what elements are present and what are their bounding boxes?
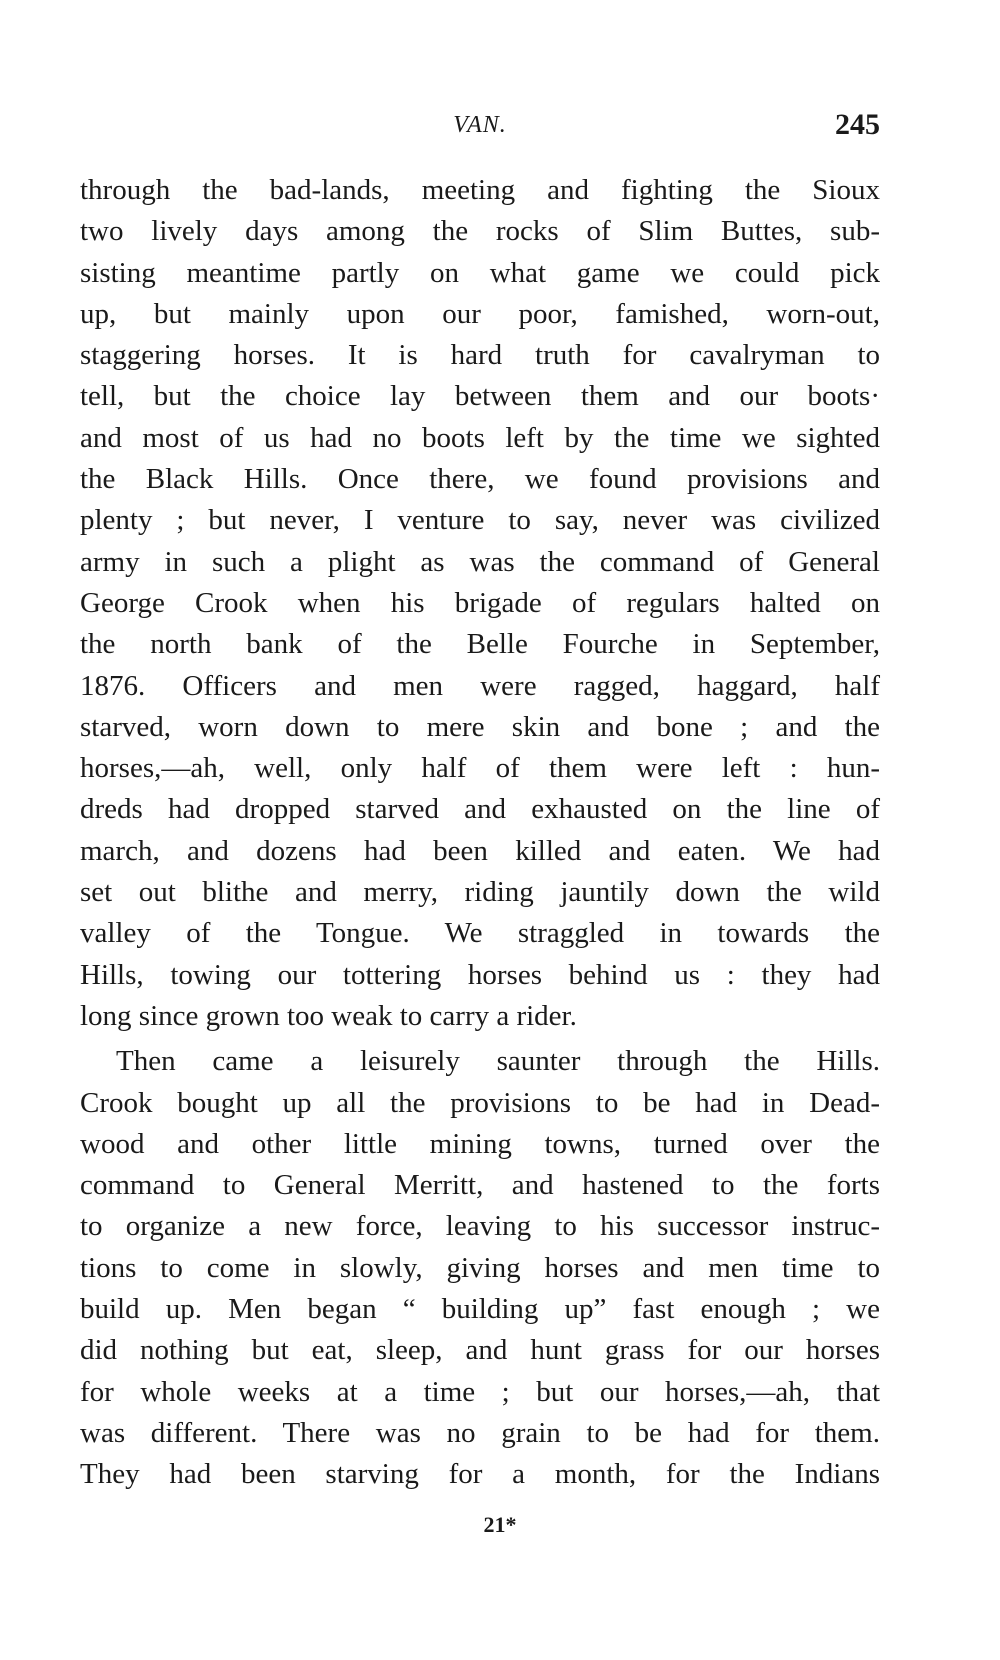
text-line: staggering horses. It is hard truth for cavalryman to [80,339,880,372]
text-line: wood and other little mining towns, turned over the [80,1127,880,1160]
text-line: sisting meantime partly on what game we could pick [80,256,880,289]
text-line: starved, worn down to mere skin and bone ; and the [80,710,880,743]
text-line: was different. There was no grain to be had for them. [80,1416,880,1449]
text-line: long since grown too weak to carry a rider. [80,999,577,1032]
text-line: tions to come in slowly, giving horses and men time to [80,1251,880,1284]
text-line: dreds had dropped starved and exhausted on the line of [80,793,880,826]
text-line: for whole weeks at a time ; but our horses,—ah, that [80,1375,880,1408]
signature-mark: 21* [483,1512,517,1537]
paragraph-2 [80,1041,880,1495]
text-line: build up. Men began “ building up” fast enough ; we [80,1293,880,1326]
text-line: up, but mainly upon our poor, famished, worn-out, [80,297,880,330]
text-line: George Crook when his brigade of regulars halted on [80,586,880,619]
text-line: the north bank of the Belle Fourche in September, [80,628,880,661]
text-line: Then came a leisurely saunter through the Hills. [116,1045,880,1078]
text-line: They had been starving for a month, for the Indians [80,1458,880,1491]
text-line: set out blithe and merry, riding jauntily down the wild [80,876,880,909]
text-line: the Black Hills. Once there, we found provisions and [80,463,880,496]
text-line: two lively days among the rocks of Slim Buttes, sub- [80,215,880,248]
text-line: 1876. Officers and men were ragged, haggard, half [80,669,880,702]
text-line: valley of the Tongue. We straggled in towards the [80,917,880,950]
text-line: through the bad-lands, meeting and fighting the Sioux [80,174,880,206]
text-line: Crook bought up all the provisions to be had in Dead- [80,1086,880,1119]
text-line: tell, but the choice lay between them and our boots· [80,380,880,413]
text-line: plenty ; but never, I venture to say, never was civilized [80,504,880,537]
text-line: horses,—ah, well, only half of them were left : hun- [80,752,880,785]
paragraph-1 [80,170,880,1037]
text-line: army in such a plight as was the command of General [80,545,880,578]
page-number: 245 [835,108,880,141]
text-line: command to General Merritt, and hastened to the forts [80,1169,880,1202]
text-line: march, and dozens had been killed and eaten. We had [80,834,880,867]
text-line: Hills, towing our tottering horses behind us : they had [80,958,880,991]
text-line: and most of us had no boots left by the time we sighted [80,421,880,454]
running-title: VAN. [453,112,507,138]
running-head [80,108,880,148]
text-line: to organize a new force, leaving to his successor instruc- [80,1210,880,1243]
body-text [80,170,880,1496]
text-line: did nothing but eat, sleep, and hunt grass for our horses [80,1334,880,1367]
